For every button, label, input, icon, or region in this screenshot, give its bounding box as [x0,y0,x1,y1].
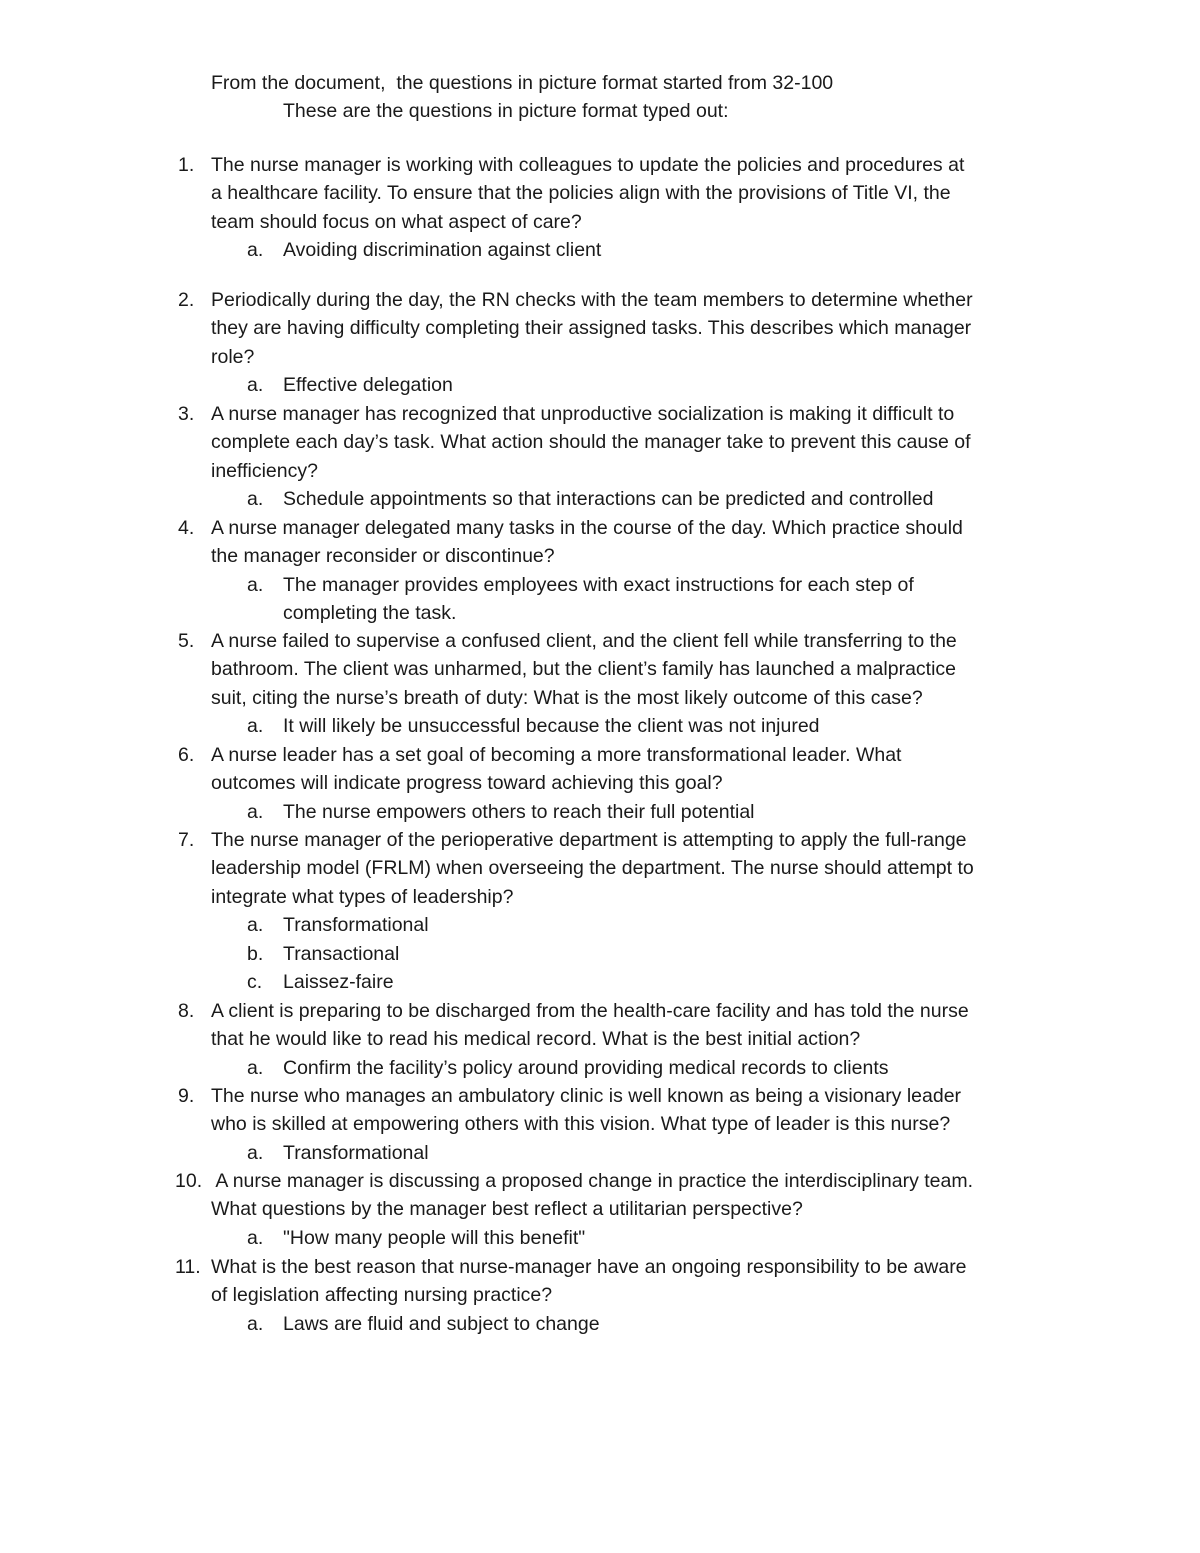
question-text-line: A nurse failed to supervise a confused client, and the client fell while transferring to the [211,630,957,652]
question-text-line: suit, citing the nurse’s breath of duty: What is the most likely outcome of this case? [211,686,923,709]
question-text-line: What is the best reason that nurse-manager have an ongoing responsibility to be aware [211,1256,967,1278]
answer-marker: a. [247,239,264,262]
question-text-line: bathroom. The client was unharmed, but the client’s family has launched a malpractice [211,658,957,681]
question-text-line: the manager reconsider or discontinue? [211,545,555,568]
answer-text-line: Transformational [283,1141,429,1164]
question-number: 6. [178,744,195,766]
question-number: 5. [178,630,195,652]
answer-marker: b. [247,942,264,965]
question-number: 2. [178,289,195,311]
answer-text-line: "How many people will this benefit" [283,1226,586,1249]
answer-text-line: Laws are fluid and subject to change [283,1312,600,1335]
answer-text-line: Transactional [283,942,400,965]
question-text-line: of legislation affecting nursing practice? [211,1284,553,1307]
question-text-line: A nurse manager delegated many tasks in the course of the day. Which practice should [211,517,963,539]
question-text-line: The nurse manager is working with colleagues to update the policies and procedures at [211,154,965,176]
question-number: 7. [178,829,195,851]
answer-marker: a. [247,1141,264,1164]
answer-marker: a. [247,914,264,937]
question-text-line: Periodically during the day, the RN checks with the team members to determine whether [211,289,973,311]
answer-text-line: Schedule appointments so that interactions can be predicted and controlled [283,488,934,511]
answer-text-line: It will likely be unsuccessful because the client was not injured [283,715,820,738]
question-text-line: that he would like to read his medical record. What is the best initial action? [211,1028,861,1051]
question-text-line: outcomes will indicate progress toward achieving this goal? [211,772,723,795]
answer-text-line: The manager provides employees with exact instructions for each step of [283,573,914,596]
question-number: 4. [178,517,195,539]
question-number: 10. [175,1170,203,1192]
question-number: 9. [178,1085,195,1107]
intro-line: From the document, the questions in picture format started from 32-100 [211,72,834,94]
question-text-line: team should focus on what aspect of care? [211,210,582,233]
question-text-line: inefficiency? [211,459,318,482]
answer-marker: a. [247,374,264,397]
question-text-line: A nurse manager is discussing a proposed change in practice the interdisciplinary team. [211,1170,974,1192]
answer-marker: a. [247,1226,264,1249]
answer-marker: a. [247,1056,264,1079]
question-text-line: A nurse manager has recognized that unproductive socialization is making it difficult to [211,403,955,425]
answer-text-line: completing the task. [283,602,457,625]
intro-subline: These are the questions in picture format typed out: [283,100,729,122]
answer-marker: a. [247,715,264,738]
answer-text-line: Avoiding discrimination against client [283,239,602,262]
question-text-line: The nurse manager of the perioperative department is attempting to apply the full-range [211,829,967,851]
question-number: 3. [178,403,195,425]
question-text-line: The nurse who manages an ambulatory clinic is well known as being a visionary leader [211,1085,962,1107]
question-text-line: A nurse leader has a set goal of becoming a more transformational leader. What [211,744,902,766]
question-number: 8. [178,1000,195,1022]
answer-text-line: Laissez-faire [283,971,394,993]
answer-text-line: The nurse empowers others to reach their full potential [283,800,755,823]
answer-marker: a. [247,573,264,596]
answer-marker: a. [247,1312,264,1335]
answer-marker: a. [247,800,264,823]
question-text-line: who is skilled at empowering others with this vision. What type of leader is this nurse? [211,1113,951,1136]
answer-text-line: Confirm the facility’s policy around providing medical records to clients [283,1056,889,1079]
question-text-line: A client is preparing to be discharged from the health-care facility and has told the nurse [211,1000,969,1022]
answer-text-line: Transformational [283,914,429,937]
question-number: 11. [175,1256,201,1278]
question-text-line: What questions by the manager best reflect a utilitarian perspective? [211,1198,803,1221]
question-text-line: leadership model (FRLM) when overseeing the department. The nurse should attempt to [211,857,974,880]
answer-marker: a. [247,488,264,511]
question-number: 1. [178,154,195,176]
answer-text-line: Effective delegation [283,374,453,397]
question-text-line: integrate what types of leadership? [211,885,514,908]
answer-marker: c. [247,971,263,993]
question-text-line: a healthcare facility. To ensure that the policies align with the provisions of Title VI, the [211,182,951,205]
question-text-line: complete each day’s task. What action should the manager take to prevent this cause of [211,431,971,454]
question-text-line: role? [211,345,255,368]
question-text-line: they are having difficulty completing their assigned tasks. This describes which manager [211,317,972,340]
